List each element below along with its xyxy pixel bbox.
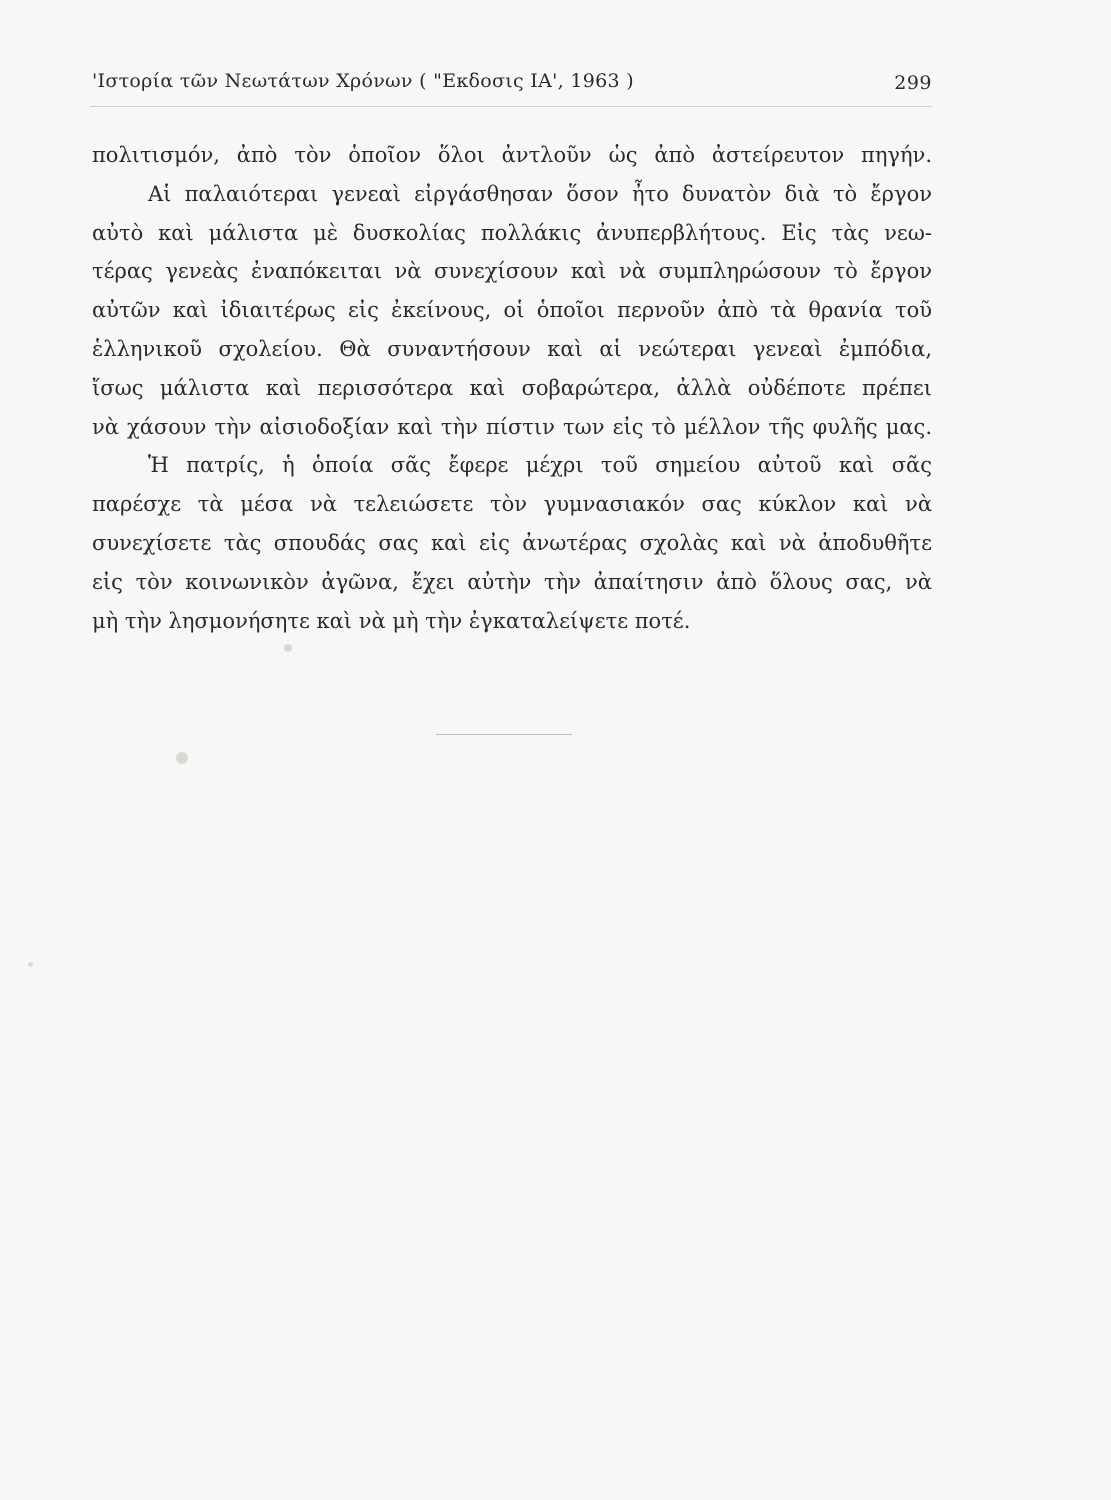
text-line: μὴ τὴν λησμονήσητε καὶ νὰ μὴ τὴν ἐγκαταλείψετε ποτέ. [92, 608, 691, 633]
text-line: ἑλληνικοῦ σχολείου. Θὰ συναντήσουν καὶ αἱ νεώτεραι γενεαὶ ἐμπόδια, [92, 336, 932, 361]
text-line: παρέσχε τὰ μέσα νὰ τελειώσετε τὸν γυμνασιακόν σας κύκλον καὶ νὰ [92, 492, 932, 517]
section-divider [436, 734, 572, 735]
paper-speck [284, 644, 292, 652]
text-line: νὰ χάσουν τὴν αἰσιοδοξίαν καὶ τὴν πίστιν των εἰς τὸ μέλλον τῆς φυλῆς μας. [92, 414, 932, 439]
header-rule [90, 106, 932, 107]
page-number: 299 [894, 72, 932, 94]
body-text [92, 136, 932, 640]
text-line: ἴσως μάλιστα καὶ περισσότερα καὶ σοβαρώτερα, ἀλλὰ οὐδέποτε πρέπει [92, 375, 932, 400]
text-line: Ἡ πατρίς, ἡ ὁποία σᾶς ἔφερε μέχρι τοῦ σημείου αὐτοῦ καὶ σᾶς [148, 453, 932, 478]
text-line: συνεχίσετε τὰς σπουδάς σας καὶ εἰς ἀνωτέρας σχολὰς καὶ νὰ ἀποδυθῆτε [92, 530, 932, 555]
text-line: Αἱ παλαιότεραι γενεαὶ εἰργάσθησαν ὅσον ἦτο δυνατὸν διὰ τὸ ἔργον [148, 181, 932, 206]
text-line: αὐτὸ καὶ μάλιστα μὲ δυσκολίας πολλάκις ἀνυπερβλήτους. Εἰς τὰς νεω- [92, 220, 932, 245]
text-line: πολιτισμόν, ἀπὸ τὸν ὁποῖον ὅλοι ἀντλοῦν ὡς ἀπὸ ἀστείρευτον πηγήν. [92, 143, 932, 167]
paper-speck [28, 962, 33, 967]
running-header [92, 70, 932, 106]
paper-speck [176, 752, 188, 764]
header-title: 'Ιστορία τῶν Νεωτάτων Χρόνων ( "Εκδοσις ΙΑ', 1963 ) [92, 70, 634, 92]
text-line: τέρας γενεὰς ἐναπόκειται νὰ συνεχίσουν καὶ νὰ συμπληρώσουν τὸ ἔργον [92, 259, 932, 284]
text-line: αὐτῶν καὶ ἰδιαιτέρως εἰς ἐκείνους, οἱ ὁποῖοι περνοῦν ἀπὸ τὰ θρανία τοῦ [92, 298, 932, 323]
text-line: εἰς τὸν κοινωνικὸν ἀγῶνα, ἔχει αὐτὴν τὴν ἀπαίτησιν ἀπὸ ὅλους σας, νὰ [92, 569, 932, 594]
